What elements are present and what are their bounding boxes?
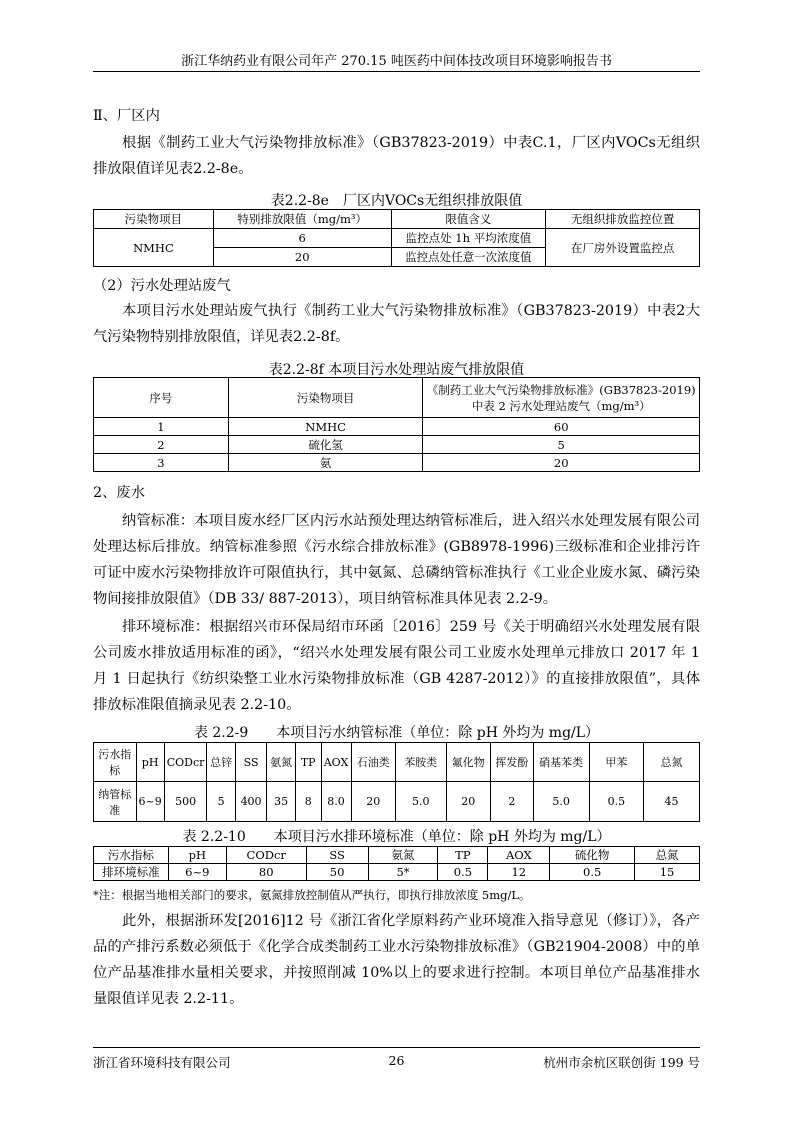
table-cell: 5.0 [396, 782, 446, 822]
table-cell: 1 [94, 418, 229, 436]
table-header: 污水指标 [94, 743, 137, 782]
table-cell: 20 [423, 454, 700, 472]
table-cell: 5 [207, 782, 235, 822]
table-cell: 35 [267, 782, 295, 822]
table-2-2-8e [93, 209, 700, 267]
table-cell: 5* [368, 864, 438, 881]
table-2-2-8f [93, 377, 700, 472]
header-rule [93, 71, 700, 72]
table-cell: 0.5 [589, 782, 643, 822]
table-2-2-10 [93, 846, 700, 881]
table-header: 硝基苯类 [533, 743, 589, 782]
table-header: 无组织排放监控位置 [546, 210, 700, 229]
table-cell: NMHC [228, 418, 423, 436]
table-header: 污染物项目 [94, 210, 214, 229]
running-header: 浙江华纳药业有限公司年产 270.15 吨医药中间体技改项目环境影响报告书 [181, 54, 612, 69]
table-caption-2-2-8f: 表2.2-8f 本项目污水处理站废气排放限值 [268, 362, 525, 378]
table-cell: 监控点处 1h 平均浓度值 [391, 229, 546, 248]
table-header [423, 378, 700, 418]
table-header-line: 《制药工业大气污染物排放标准》(GB37823-2019) [426, 382, 696, 397]
table-cell: 15 [635, 864, 700, 881]
table-header: 苯胺类 [396, 743, 446, 782]
table-header: pH [168, 847, 226, 864]
table-cell: 80 [226, 864, 306, 881]
table-header: pH [136, 743, 164, 782]
table-header: TP [295, 743, 321, 782]
table-cell: 60 [423, 418, 700, 436]
table-header: AOX [321, 743, 351, 782]
table-header: TP [438, 847, 488, 864]
table-cell: 排环境标准 [94, 864, 169, 881]
paragraph-discharge-standard: 排环境标准：根据绍兴市环保局绍市环函〔2016〕259 号《关于明确绍兴水处理发展有限公司废水排放适用标准的函》，“绍兴水处理发展有限公司工业废水处理单元排放口 2017 年 1 月 1 日起执行《纺织染整工业水污染物排放标准（GB 4287-2012）》的直接排放限值”，具体排放标准限值摘录见表 2.2-10。 [93, 619, 700, 713]
table-cell: 6~9 [168, 864, 226, 881]
table-cell: 纳管标准 [94, 782, 137, 822]
table-cell: 50 [306, 864, 368, 881]
table-header: 总锌 [207, 743, 235, 782]
table-cell: 6 [213, 229, 391, 248]
table-header: 氨氮 [368, 847, 438, 864]
section-heading-plant-area: Ⅱ、厂区内 [93, 108, 160, 124]
paragraph-wastewater-gas: 本项目污水处理站废气执行《制药工业大气污染物排放标准》（GB37823-2019）中表2大气污染物特别排放限值，详见表2.2-8f。 [93, 303, 700, 345]
table-header: 特别排放限值（mg/m³） [213, 210, 391, 229]
table-note: *注：根据当地相关部门的要求，氨氮排放控制值从严执行，即执行排放浓度 5mg/L。 [93, 888, 531, 902]
table-cell: 硫化氢 [228, 436, 423, 454]
table-header-line: 中表 2 污水处理站废气（mg/m³） [471, 398, 651, 413]
page-number: 26 [388, 1053, 405, 1068]
table-cell: 在厂房外设置监控点 [546, 229, 700, 267]
table-cell: 45 [643, 782, 699, 822]
table-cell: 0.5 [438, 864, 488, 881]
table-cell: 0.5 [550, 864, 635, 881]
table-cell: 12 [488, 864, 550, 881]
table-header: CODcr [164, 743, 207, 782]
table-cell: 400 [235, 782, 267, 822]
table-cell: 氨 [228, 454, 423, 472]
table-header: 挥发酚 [491, 743, 534, 782]
table-cell: 5 [423, 436, 700, 454]
table-header: 限值含义 [391, 210, 546, 229]
table-cell: 2 [491, 782, 534, 822]
table-header: 序号 [94, 378, 229, 418]
table-cell: 8 [295, 782, 321, 822]
table-cell: 20 [213, 248, 391, 267]
footer-rule [93, 1047, 700, 1048]
table-cell: 监控点处任意一次浓度值 [391, 248, 546, 267]
table-header: 硫化物 [550, 847, 635, 864]
table-cell: 2 [94, 436, 229, 454]
table-cell: 3 [94, 454, 229, 472]
table-cell: NMHC [94, 229, 214, 267]
table-header: 甲苯 [589, 743, 643, 782]
table-header: 污水指标 [94, 847, 169, 864]
table-cell: 8.0 [321, 782, 351, 822]
table-header: CODcr [226, 847, 306, 864]
table-2-2-9 [93, 742, 700, 822]
table-cell: 5.0 [533, 782, 589, 822]
footer-company: 浙江省环境科技有限公司 [93, 1055, 231, 1070]
table-header: 污染物项目 [228, 378, 423, 418]
table-header: 总氮 [643, 743, 699, 782]
table-cell: 500 [164, 782, 207, 822]
table-cell: 20 [351, 782, 396, 822]
section-heading-wastewater: 2、废水 [93, 485, 145, 501]
section-heading-wastewater-gas: （2）污水处理站废气 [93, 278, 231, 294]
paragraph-unit-water: 此外，根据浙环发[2016]12 号《浙江省化学原料药产业环境准入指导意见（修订）》，各产品的产排污系数必须低于《化学合成类制药工业水污染物排放标准》（GB21904-2008）中的单位产品基准排水量相关要求，并按照削减 10%以上的要求进行控制。本项目单位产品基准排水量限值详见表 2.2-11。 [93, 913, 700, 1007]
table-caption-2-2-10: 表 2.2-10 本项目污水排环境标准（单位：除 pH 外均为 mg/L） [182, 829, 611, 845]
table-header: 氨氮 [267, 743, 295, 782]
footer-address: 杭州市余杭区联创街 199 号 [543, 1055, 700, 1070]
table-header: SS [306, 847, 368, 864]
table-cell: 20 [446, 782, 491, 822]
table-header: AOX [488, 847, 550, 864]
table-header: 总氮 [635, 847, 700, 864]
paragraph-plant-area: 根据《制药工业大气污染物排放标准》（GB37823-2019）中表C.1，厂区内VOCs无组织排放限值详见表2.2-8e。 [93, 135, 700, 177]
table-cell: 6~9 [136, 782, 164, 822]
paragraph-sewer-standard: 纳管标准：本项目废水经厂区内污水站预处理达纳管标准后，进入绍兴水处理发展有限公司处理达标后排放。纳管标准参照《污水综合排放标准》(GB8978-1996)三级标准和企业排污许可证中废水污染物排放许可限值执行，其中氨氮、总磷纳管标准执行《工业企业废水氮、磷污染物间接排放限值》（DB 33/ 887-2013），项目纳管标准具体见表 2.2-9。 [93, 513, 700, 607]
table-caption-2-2-9: 表 2.2-9 本项目污水纳管标准（单位：除 pH 外均为 mg/L） [193, 725, 600, 741]
table-header: 氟化物 [446, 743, 491, 782]
table-header: 石油类 [351, 743, 396, 782]
table-header: SS [235, 743, 267, 782]
table-caption-2-2-8e: 表2.2-8e 厂区内VOCs无组织排放限值 [270, 193, 523, 209]
